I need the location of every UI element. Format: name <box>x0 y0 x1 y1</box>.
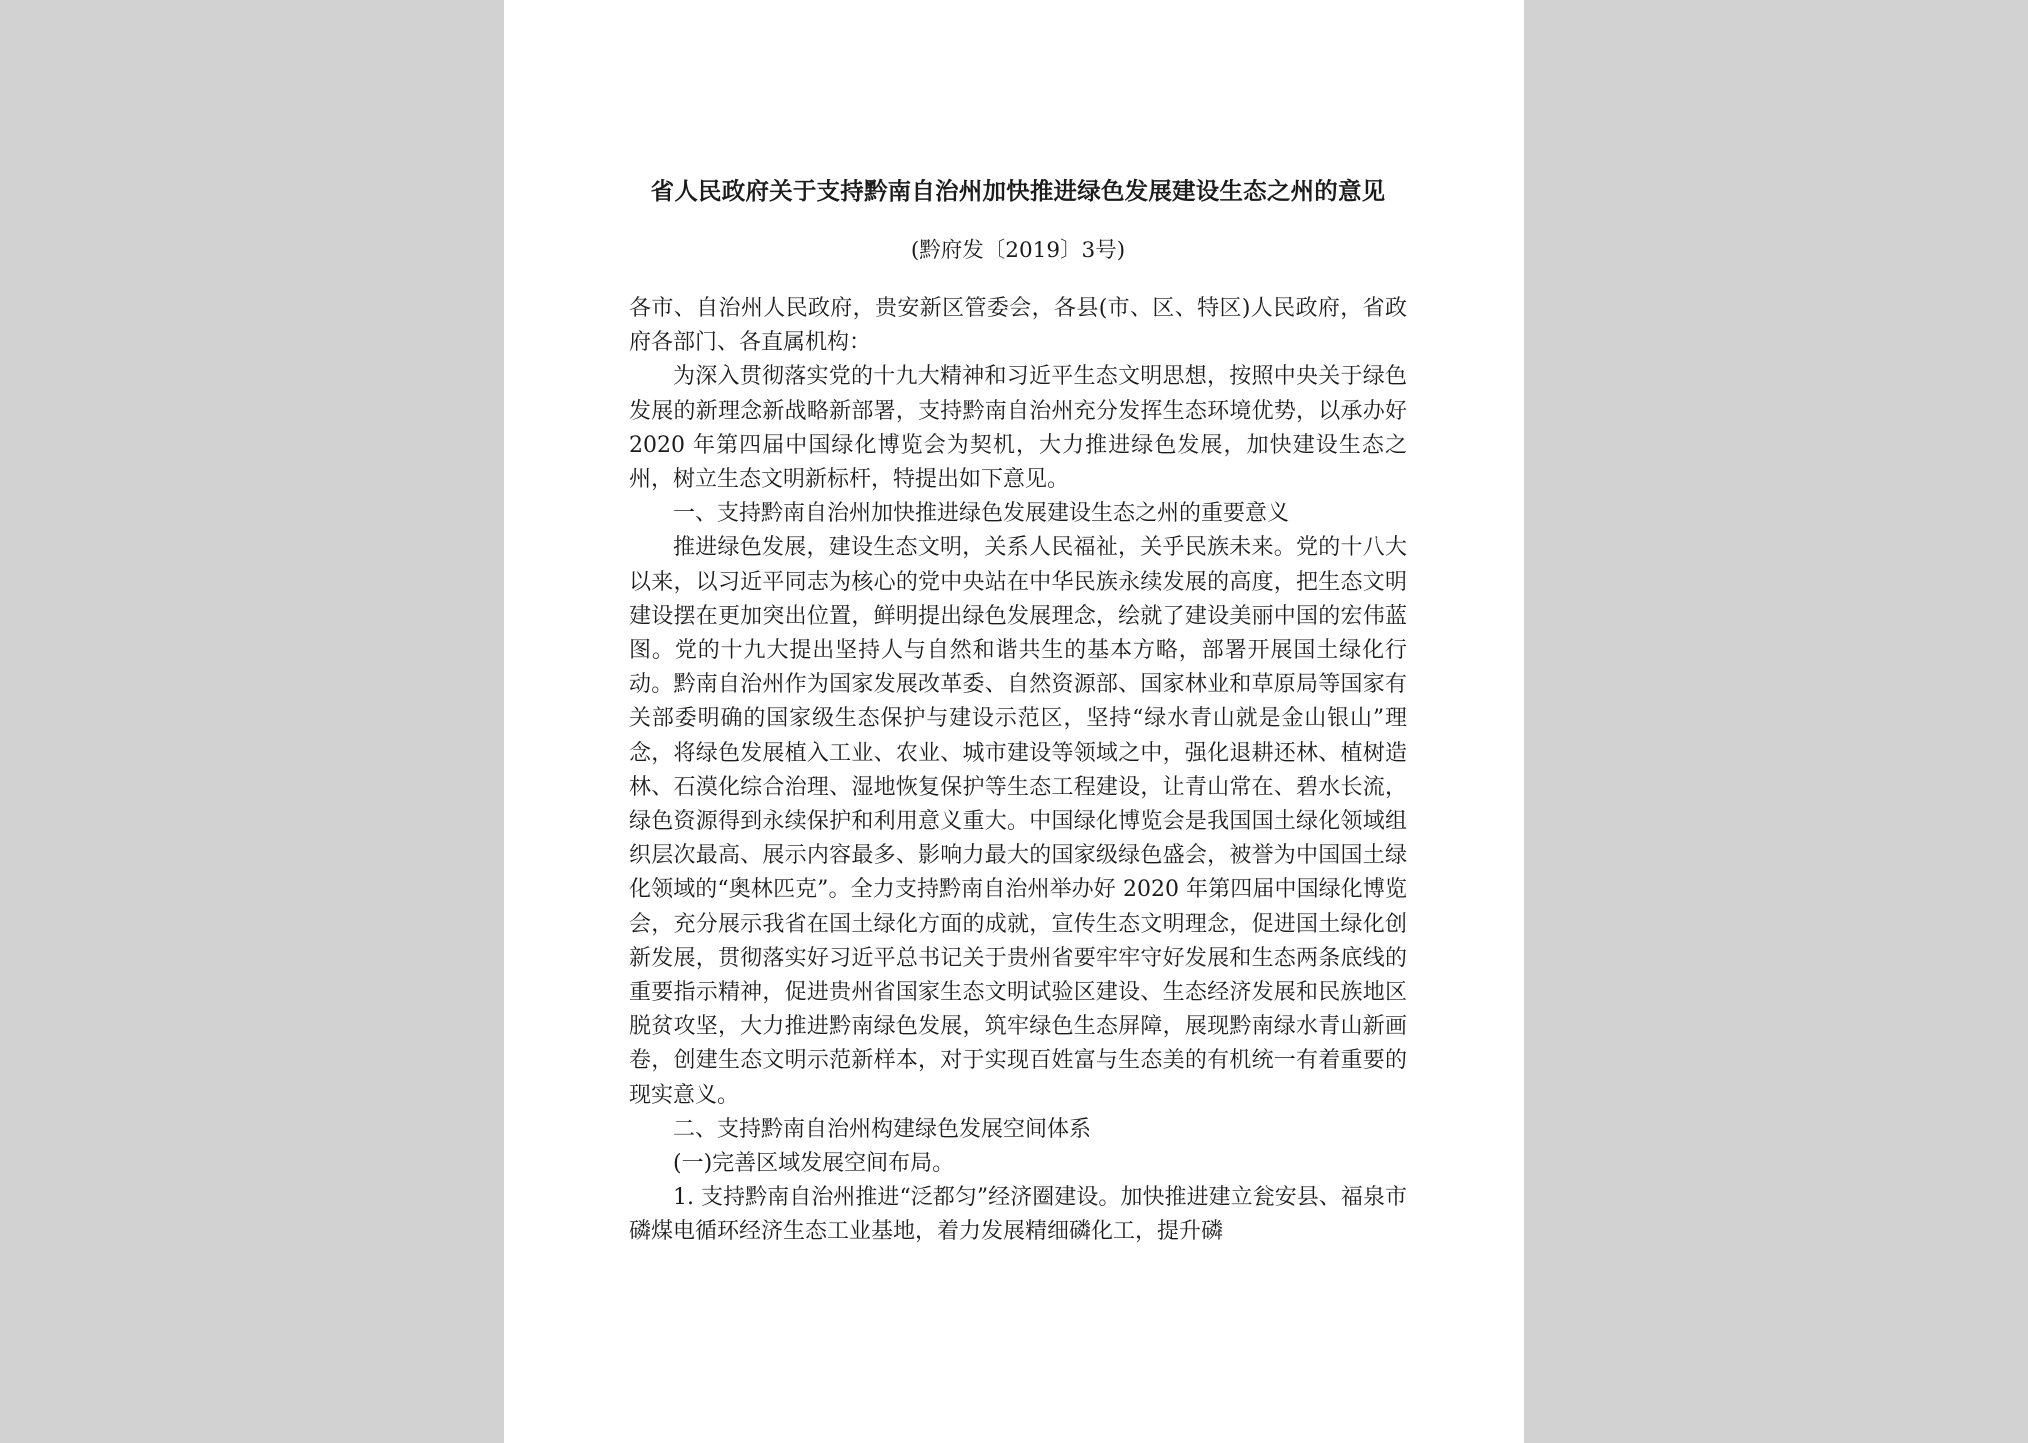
document-title: 省人民政府关于支持黔南自治州加快推进绿色发展建设生态之州的意见 <box>650 177 1386 205</box>
item-1-paragraph: 1. 支持黔南自治州推进“泛都匀”经济圈建设。加快推进建立瓮安县、福泉市磷煤电循环经济生态工业基地，着力发展精细磷化工，提升磷 <box>629 1185 1407 1245</box>
document-body <box>629 292 1407 1250</box>
document-number: (黔府发〔2019〕3号) <box>910 238 1126 263</box>
section-heading-2: 二、支持黔南自治州构建绿色发展空间体系 <box>673 1116 1092 1142</box>
subsection-heading-1: (一)完善区域发展空间布局。 <box>673 1151 955 1177</box>
section-heading-1: 一、支持黔南自治州加快推进绿色发展建设生态之州的重要意义 <box>673 501 1290 527</box>
document-content <box>629 174 1407 1250</box>
addressee-paragraph: 各市、自治州人民政府，贵安新区管委会，各县(市、区、特区)人民政府，省政府各部门、各直属机构： <box>629 296 1407 356</box>
document-page <box>504 0 1524 1443</box>
intro-paragraph: 为深入贯彻落实党的十九大精神和习近平生态文明思想，按照中央关于绿色发展的新理念新战略新部署，支持黔南自治州充分发挥生态环境优势，以承办好 2020 年第四届中国绿化博览会为契机，大力推进绿色发展，加快建设生态之州，树立生态文明新标杆，特提出如下意见。 <box>629 364 1407 493</box>
section-1-paragraph: 推进绿色发展，建设生态文明，关系人民福祉，关乎民族未来。党的十八大以来，以习近平同志为核心的党中央站在中华民族永续发展的高度，把生态文明建设摆在更加突出位置，鲜明提出绿色发展理念，绘就了建设美丽中国的宏伟蓝图。党的十九大提出坚持人与自然和谐共生的基本方略，部署开展国土绿化行动。黔南自治州作为国家发展改革委、自然资源部、国家林业和草原局等国家有关部委明确的国家级生态保护与建设示范区，坚持“绿水青山就是金山银山”理念，将绿色发展植入工业、农业、城市建设等领域之中，强化退耕还林、植树造林、石漠化综合治理、湿地恢复保护等生态工程建设，让青山常在、碧水长流，绿色资源得到永续保护和利用意义重大。中国绿化博览会是我国国土绿化领域组织层次最高、展示内容最多、影响力最大的国家级绿色盛会，被誉为中国国土绿化领域的“奥林匹克”。全力支持黔南自治州举办好 2020 年第四届中国绿化博览会，充分展示我省在国土绿化方面的成就，宣传生态文明理念，促进国土绿化创新发展，贯彻落实好习近平总书记关于贵州省要牢牢守好发展和生态两条底线的重要指示精神，促进贵州省国家生态文明试验区建设、生态经济发展和民族地区脱贫攻坚，大力推进黔南绿色发展，筑牢绿色生态屏障，展现黔南绿水青山新画卷，创建生态文明示范新样本，对于实现百姓富与生态美的有机统一有着重要的现实意义。 <box>629 535 1407 1108</box>
